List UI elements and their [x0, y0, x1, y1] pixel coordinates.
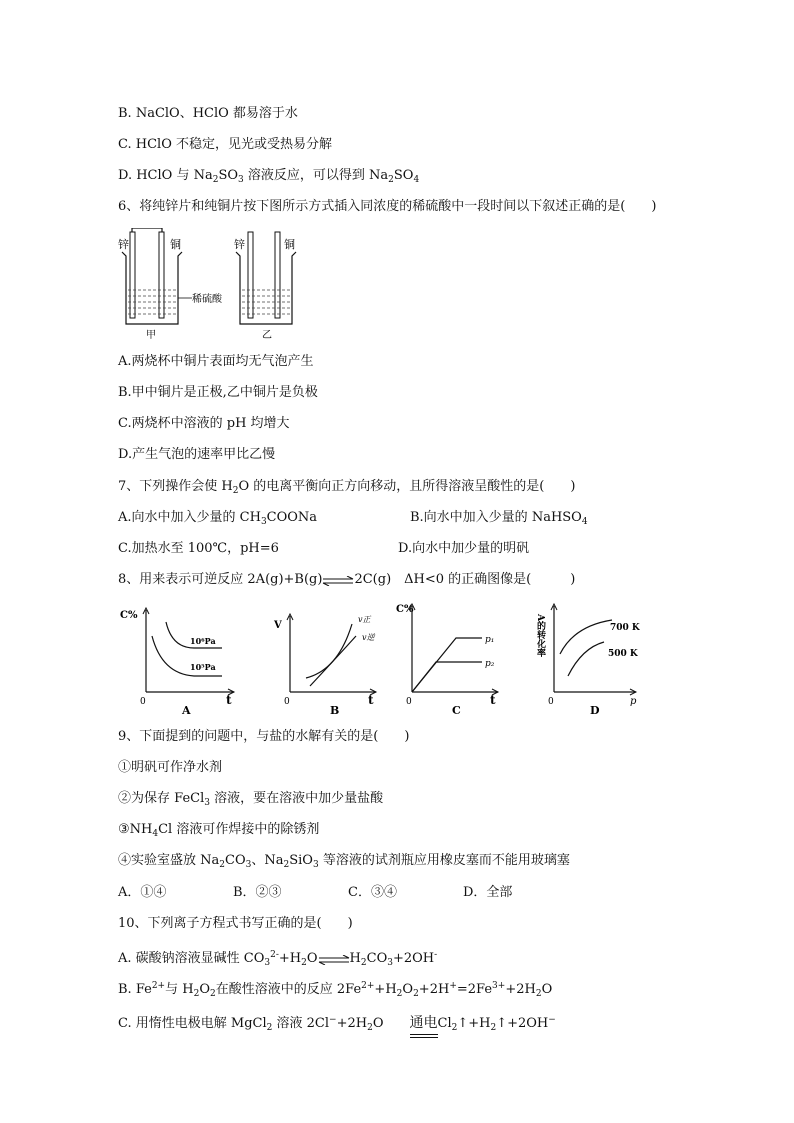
graph-c-tag: C	[452, 704, 461, 716]
graph-b-xlabel: t	[368, 693, 374, 707]
zn-label-jia: 锌	[118, 238, 129, 251]
graph-b-tag: B	[330, 704, 340, 716]
graph-c-ylabel: C%	[396, 604, 414, 615]
graph-b-label-1: v正	[358, 615, 371, 624]
graph-d-ylabel: A的转化率	[535, 614, 545, 657]
graph-c-curve-2	[412, 662, 482, 692]
q10-option-b: B. $Fe^{2+}$与 $H_2O_2$在酸性溶液中的反应 $2Fe^{2+}+H_2O_2+2H^+=2Fe^{3+}+2H_2O$	[118, 981, 553, 999]
q10-stem: 10、下列离子方程式书写正确的是( )	[118, 916, 353, 931]
q6-option-a: A.两烧杯中铜片表面均无气泡产生	[118, 354, 314, 369]
q7-option-d: D.向水中加少量的明矾	[398, 541, 530, 556]
q8-graph-c	[396, 600, 516, 716]
q8-graph-d	[532, 600, 652, 716]
graph-b-curve-1	[306, 624, 352, 678]
q9-option-d: D．全部	[463, 885, 513, 900]
graph-c-label-1: p₁	[485, 635, 495, 645]
graph-d-curve-1	[560, 620, 612, 654]
graph-a-tag: A	[182, 704, 191, 716]
q6-figure	[112, 228, 312, 340]
q8-stem: 8、用来表示可逆反应 2A(g)+B(g) 2C(g) ΔH<0 的正确图像是( )	[118, 572, 576, 587]
acid-label: 稀硫酸	[192, 294, 222, 305]
graph-b-label-2: v逆	[362, 633, 375, 642]
graph-a-label-1: 10⁶Pa	[190, 636, 216, 646]
option-c-prev: C. HClO 不稳定，见光或受热易分解	[118, 137, 332, 152]
graph-b-origin: 0	[284, 697, 290, 707]
q10-option-c: C. 用惰性电极电解 MgCl$_2$ 溶液 $2Cl^-+2H_2O$ 通电 $Cl_2↑+H_2↑+2OH^-$	[118, 1012, 556, 1036]
graph-d-label-2: 500 K	[608, 649, 638, 659]
graph-b-ylabel: V	[274, 620, 282, 631]
graph-c-xlabel: t	[490, 693, 496, 707]
q7-option-c: C.加热水至 100℃，pH=6	[118, 541, 279, 556]
option-b-prev: B. NaClO、HClO 都易溶于水	[118, 106, 298, 121]
q9-option-c: C．③④	[348, 885, 397, 900]
jia-label: 甲	[146, 330, 156, 340]
graph-c-curve-1	[412, 638, 482, 692]
graph-d-xlabel: p	[630, 696, 637, 707]
q9-stem: 9、下面提到的问题中，与盐的水解有关的是( )	[118, 729, 410, 744]
q6-option-b: B.甲中铜片是正极,乙中铜片是负极	[118, 385, 318, 400]
cu-label-jia: 铜	[170, 238, 181, 251]
q9-item-4: ④实验室盛放 $Na_2CO_3$、$Na_2SiO_3$ 等溶液的试剂瓶应用橡皮塞而不能用玻璃塞	[118, 853, 570, 870]
q9-option-b: B．②③	[233, 885, 282, 900]
graph-a-xlabel: t	[226, 693, 232, 707]
q9-option-a: A．①④	[118, 885, 167, 900]
q9-item-2: ②为保存 FeCl$_3$ 溶液，要在溶液中加少量盐酸	[118, 791, 384, 808]
graph-a-origin: 0	[140, 697, 146, 707]
zn-label-yi: 锌	[234, 238, 245, 251]
graph-c-origin: 0	[406, 697, 412, 707]
electrolysis-condition: 通电	[410, 1015, 438, 1032]
q10-option-a: A. 碳酸钠溶液显碱性 $CO_3^{2-}+H_2O$ $H_2CO_3+2OH^-$	[118, 950, 438, 968]
q6-stem: 6、将纯锌片和纯铜片按下图所示方式插入同浓度的稀硫酸中一段时间以下叙述正确的是( )	[118, 199, 657, 214]
graph-d-tag: D	[590, 704, 600, 716]
q6-option-d: D.产生气泡的速率甲比乙慢	[118, 447, 276, 462]
reversible-arrow-icon	[318, 954, 350, 964]
option-d-prev: D. HClO 与 $Na_2SO_3$ 溶液反应，可以得到 $Na_2SO_4$	[118, 168, 420, 185]
graph-b-curve-2	[310, 636, 356, 686]
q8-graph-b	[272, 604, 384, 716]
q7-stem: 7、下列操作会使 $H_2O$ 的电离平衡向正方向移动，且所得溶液呈酸性的是( )	[118, 479, 576, 496]
graph-a-label-2: 10⁵Pa	[190, 662, 216, 672]
graph-d-label-1: 700 K	[610, 623, 640, 633]
q7-option-a: A.向水中加入少量的 $CH_3COONa$	[118, 510, 318, 527]
graph-c-label-2: p₂	[485, 659, 495, 669]
graph-d-origin: 0	[548, 697, 554, 707]
graph-a-ylabel: C%	[120, 610, 138, 621]
q8-graph-a	[118, 604, 238, 716]
yi-label: 乙	[262, 330, 272, 340]
q6-option-c: C.两烧杯中溶液的 pH 均增大	[118, 416, 290, 431]
q9-item-1: ①明矾可作净水剂	[118, 760, 223, 775]
q9-item-3: $③NH_4Cl$ 溶液可作焊接中的除锈剂	[118, 822, 320, 839]
cu-label-yi: 铜	[284, 238, 295, 251]
graph-d-curve-2	[568, 642, 604, 676]
q7-option-b: B.向水中加入少量的 NaHSO$_4$	[410, 510, 588, 527]
reversible-arrow-icon	[322, 575, 354, 585]
